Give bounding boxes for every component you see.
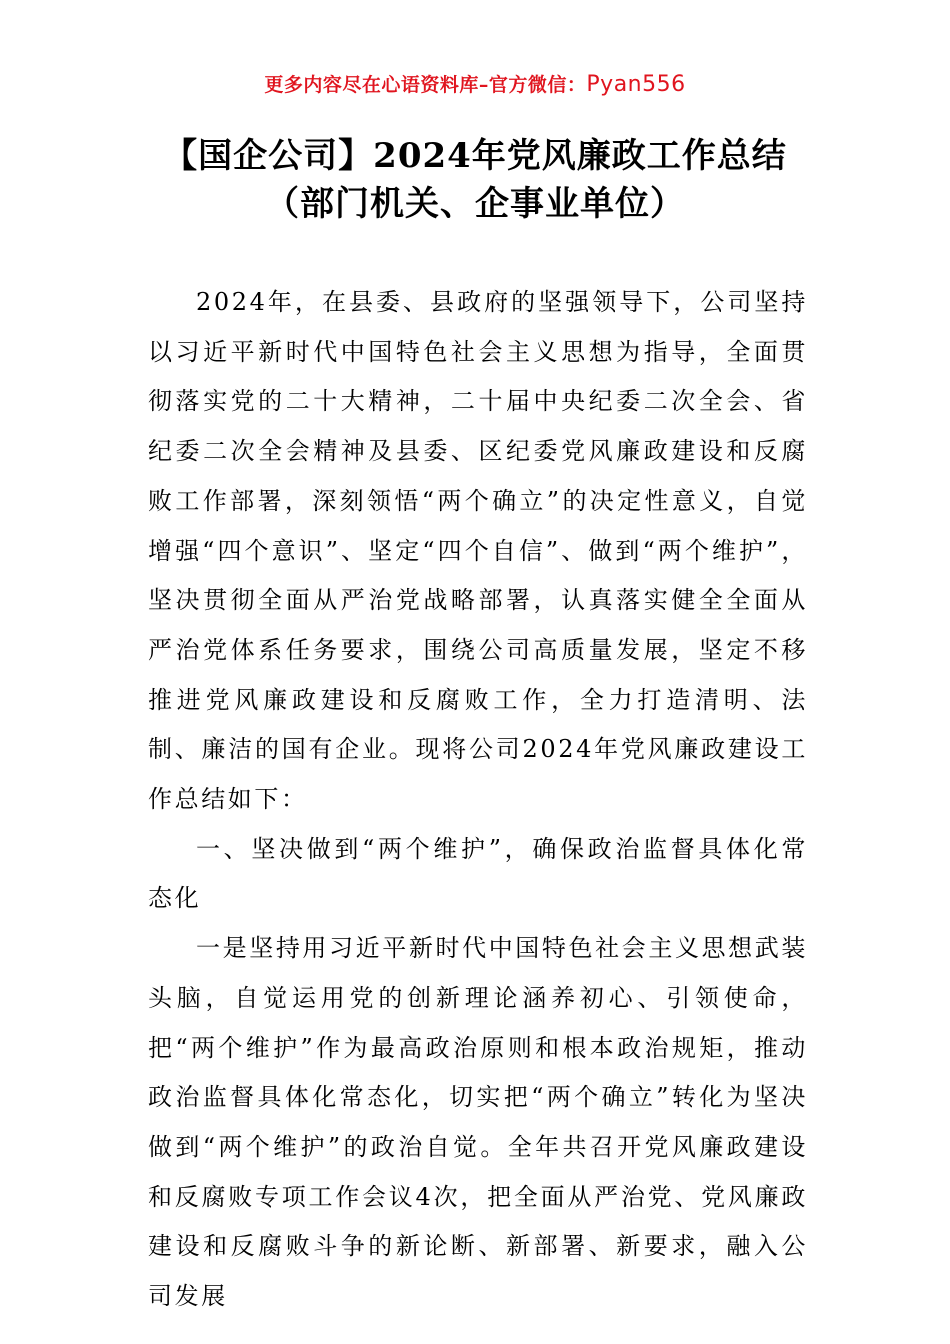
paragraph-section-1: 一是坚持用习近平新时代中国特色社会主义思想武装头脑，自觉运用党的创新理论涵养初心、引领使命，把“两个维护”作为最高政治原则和根本政治规矩，推动政治监督具体化常态化，切实把“两个确立”转化为坚决做到“两个维护”的政治自觉。全年共召开党风廉政建设和反腐败专项工作会议4次，把全面从严治党、党风廉政建设和反腐败斗争的新论断、新部署、新要求，融入公司发展 (148, 934, 808, 1311)
watermark-banner (0, 70, 950, 97)
document-title: 【国企公司】2024年党风廉政工作总结 (163, 136, 787, 176)
paragraph-intro: 2024年，在县委、县政府的坚强领导下，公司坚持以习近平新时代中国特色社会主义思想为指导，全面贯彻落实党的二十大精神，二十届中央纪委二次全会、省纪委二次全会精神及县委、区纪委党风廉政建设和反腐败工作部署，深刻领悟“两个确立”的决定性意义，自觉增强“四个意识”、坚定“四个自信”、做到“两个维护”，坚决贯彻全面从严治党战略部署，认真落实健全全面从严治党体系任务要求，围绕公司高质量发展，坚定不移推进党风廉政建设和反腐败工作，全力打造清明、法制、廉洁的国有企业。现将公司2024年党风廉政建设工作总结如下： (148, 288, 808, 814)
watermark-text: 更多内容尽在心语资料库–官方微信： (264, 74, 587, 96)
document-body (148, 278, 808, 1322)
section-heading-1: 一、坚决做到“两个维护”，确保政治监督具体化常态化 (148, 834, 808, 913)
document-subtitle: （部门机关、企事业单位） (265, 184, 685, 224)
watermark-wechat-id: Pyan556 (586, 72, 686, 97)
